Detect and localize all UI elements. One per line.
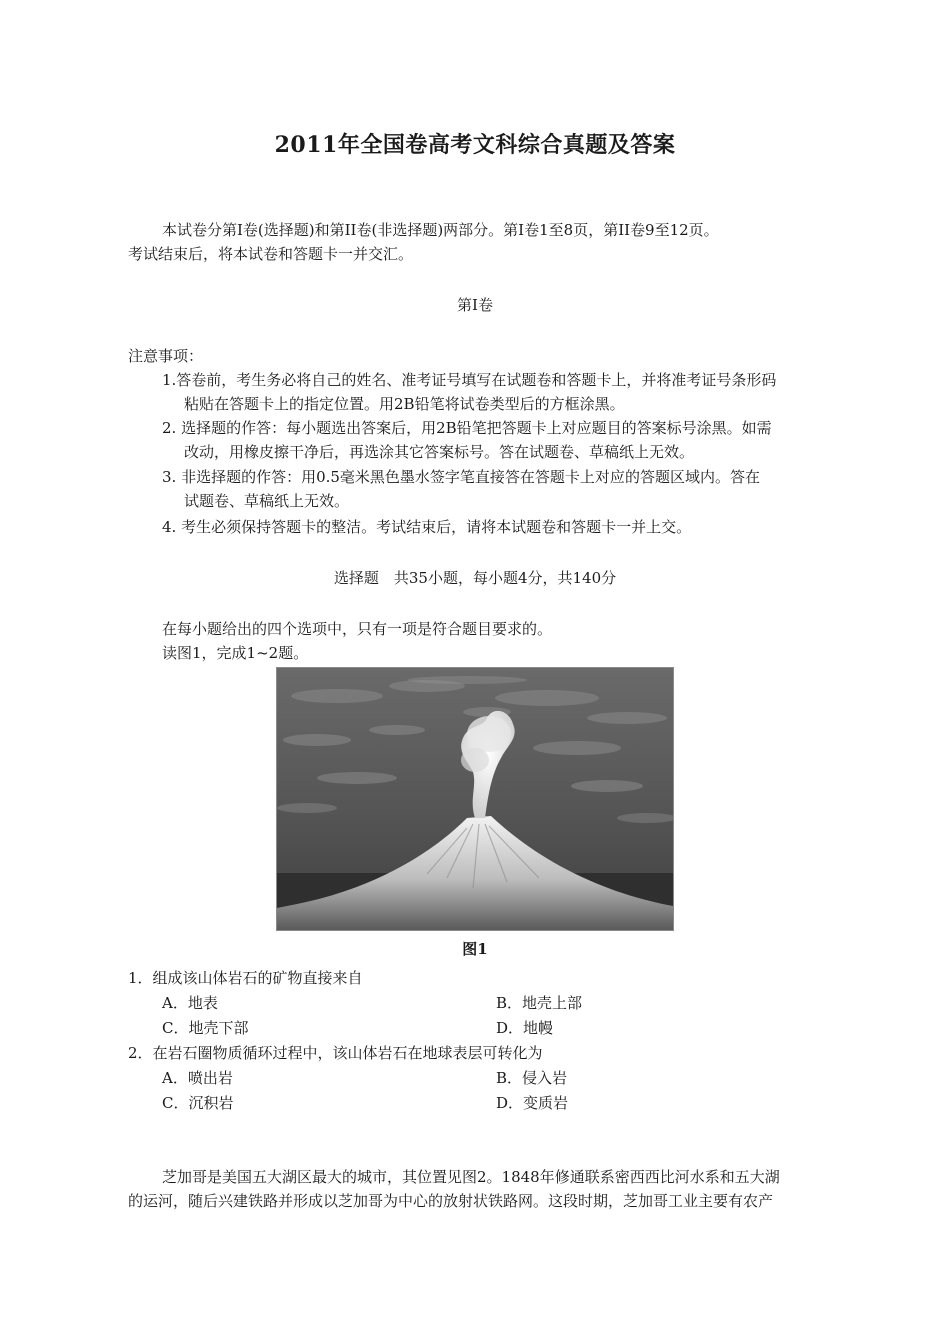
- note-item-3: 3. 非选择题的作答：用0.5毫米黑色墨水签字笔直接答在答题卡上对应的答题区域内。答在: [162, 468, 760, 486]
- intro-text-continued: 考试结束后，将本试卷和答题卡一并交汇。: [128, 245, 414, 263]
- note-item-2-continued: 改动，用橡皮擦干净后，再选涂其它答案标号。答在试题卷、草稿纸上无效。: [184, 443, 695, 461]
- question-2-option-c: C．沉积岩: [162, 1094, 234, 1112]
- question-1-stem: 1．组成该山体岩石的矿物直接来自: [128, 969, 363, 987]
- note-item-1: 1.答卷前，考生务必将自己的姓名、准考证号填写在试题卷和答题卡上，并将准考证号条形码: [162, 371, 777, 389]
- question-2-option-b: B．侵入岩: [496, 1069, 568, 1087]
- question-1-option-a: A．地表: [162, 994, 218, 1012]
- volcano-photo: [276, 667, 674, 931]
- section-heading: 第Ⅰ卷: [457, 296, 493, 314]
- figure-caption: 图1: [462, 940, 488, 958]
- note-item-4: 4. 考生必须保持答题卡的整洁。考试结束后，请将本试题卷和答题卡一并上交。: [162, 518, 692, 536]
- note-item-2: 2. 选择题的作答：每小题选出答案后，用2B铅笔把答题卡上对应题目的答案标号涂黑。如需: [162, 419, 772, 437]
- instruction-text: 在每小题给出的四个选项中，只有一项是符合题目要求的。: [162, 620, 553, 638]
- question-2-option-a: A．喷出岩: [162, 1069, 233, 1087]
- page-title: 2011年全国卷高考文科综合真题及答案: [274, 132, 676, 158]
- note-item-1-continued: 粘贴在答题卡上的指定位置。用2B铅笔将试卷类型后的方框涂黑。: [184, 395, 625, 413]
- passage-text-continued: 的运河，随后兴建铁路并形成以芝加哥为中心的放射状铁路网。这段时期，芝加哥工业主要有农产: [128, 1192, 774, 1210]
- notes-heading: 注意事项：: [128, 347, 204, 365]
- intro-text: 本试卷分第Ⅰ卷(选择题)和第II卷(非选择题)两部分。第Ⅰ卷1至8页，第II卷9至12页。: [162, 221, 719, 239]
- question-2-stem: 2．在岩石圈物质循环过程中，该山体岩石在地球表层可转化为: [128, 1044, 543, 1062]
- question-1-option-c: C．地壳下部: [162, 1019, 249, 1037]
- passage-text: 芝加哥是美国五大湖区最大的城市，其位置见图2。1848年修通联系密西西比河水系和五大湖: [162, 1168, 780, 1186]
- question-1-option-d: D．地幔: [496, 1019, 554, 1037]
- choice-section-heading: 选择题 共35小题，每小题4分，共140分: [333, 569, 617, 587]
- question-1-option-b: B．地壳上部: [496, 994, 583, 1012]
- question-2-option-d: D．变质岩: [496, 1094, 569, 1112]
- question-reference-text: 读图1，完成1~2题。: [162, 644, 309, 662]
- note-item-3-continued: 试题卷、草稿纸上无效。: [184, 492, 350, 510]
